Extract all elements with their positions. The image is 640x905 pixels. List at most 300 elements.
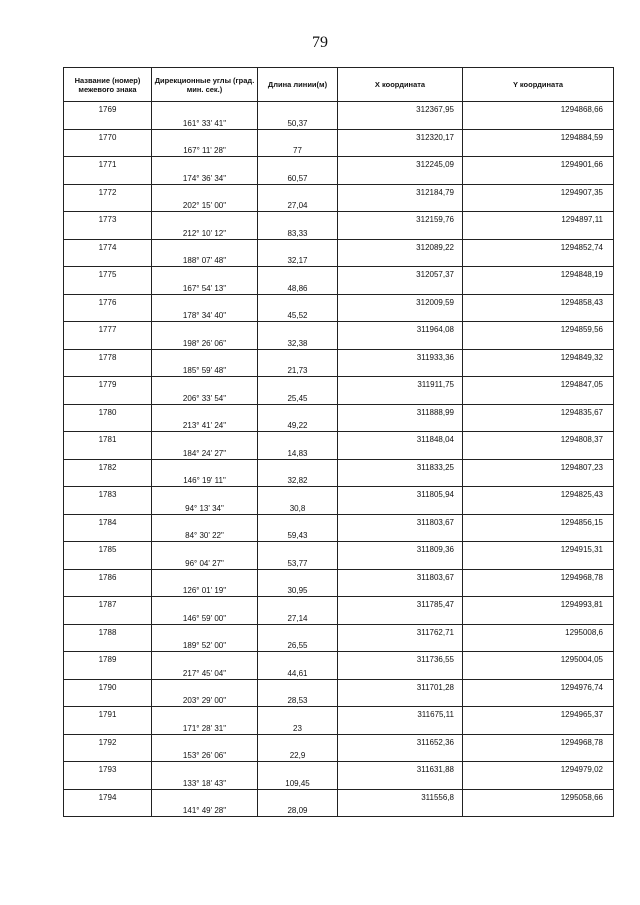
empty-cell bbox=[463, 610, 614, 624]
empty-cell bbox=[338, 693, 463, 707]
empty-cell bbox=[338, 363, 463, 377]
y-coordinate-cell: 1294965,37 bbox=[463, 707, 614, 721]
table-row bbox=[64, 253, 614, 267]
direction-angle-cell: 126° 01' 19" bbox=[152, 583, 258, 597]
y-coordinate-cell: 1294856,15 bbox=[463, 514, 614, 528]
empty-cell bbox=[152, 349, 258, 363]
empty-cell bbox=[152, 129, 258, 143]
x-coordinate-cell: 311848,04 bbox=[338, 432, 463, 446]
x-coordinate-cell: 311652,36 bbox=[338, 734, 463, 748]
table-row bbox=[64, 267, 614, 281]
empty-cell bbox=[152, 679, 258, 693]
table-row bbox=[64, 225, 614, 239]
table-row bbox=[64, 239, 614, 253]
empty-cell bbox=[152, 734, 258, 748]
y-coordinate-cell: 1295058,66 bbox=[463, 789, 614, 803]
empty-cell bbox=[152, 762, 258, 776]
y-coordinate-cell: 1294807,23 bbox=[463, 459, 614, 473]
empty-cell bbox=[338, 445, 463, 459]
empty-cell bbox=[338, 803, 463, 817]
direction-angle-cell: 94° 13' 34" bbox=[152, 500, 258, 514]
point-name-cell: 1789 bbox=[64, 652, 152, 666]
y-coordinate-cell: 1294852,74 bbox=[463, 239, 614, 253]
empty-cell bbox=[64, 748, 152, 762]
line-length-cell: 32,82 bbox=[258, 473, 338, 487]
empty-cell bbox=[64, 693, 152, 707]
empty-cell bbox=[258, 184, 338, 198]
table-row bbox=[64, 803, 614, 817]
table-row bbox=[64, 390, 614, 404]
x-coordinate-cell: 311556,8 bbox=[338, 789, 463, 803]
empty-cell bbox=[463, 555, 614, 569]
table-row bbox=[64, 624, 614, 638]
line-length-cell: 59,43 bbox=[258, 528, 338, 542]
x-coordinate-cell: 311736,55 bbox=[338, 652, 463, 666]
empty-cell bbox=[463, 225, 614, 239]
empty-cell bbox=[152, 267, 258, 281]
point-name-cell: 1785 bbox=[64, 542, 152, 556]
point-name-cell: 1784 bbox=[64, 514, 152, 528]
empty-cell bbox=[463, 363, 614, 377]
empty-cell bbox=[338, 555, 463, 569]
x-coordinate-cell: 311809,36 bbox=[338, 542, 463, 556]
empty-cell bbox=[258, 212, 338, 226]
point-name-cell: 1774 bbox=[64, 239, 152, 253]
empty-cell bbox=[463, 115, 614, 129]
table-row bbox=[64, 363, 614, 377]
empty-cell bbox=[338, 748, 463, 762]
empty-cell bbox=[338, 610, 463, 624]
x-coordinate-cell: 311933,36 bbox=[338, 349, 463, 363]
empty-cell bbox=[258, 404, 338, 418]
empty-cell bbox=[64, 528, 152, 542]
empty-cell bbox=[463, 390, 614, 404]
point-name-cell: 1777 bbox=[64, 322, 152, 336]
empty-cell bbox=[338, 225, 463, 239]
y-coordinate-cell: 1294859,56 bbox=[463, 322, 614, 336]
empty-cell bbox=[258, 487, 338, 501]
direction-angle-cell: 96° 04' 27" bbox=[152, 555, 258, 569]
empty-cell bbox=[64, 308, 152, 322]
boundary-coordinates-table bbox=[63, 67, 614, 817]
table-row bbox=[64, 404, 614, 418]
empty-cell bbox=[152, 597, 258, 611]
empty-cell bbox=[258, 789, 338, 803]
point-name-cell: 1771 bbox=[64, 157, 152, 171]
empty-cell bbox=[338, 280, 463, 294]
table-row bbox=[64, 734, 614, 748]
x-coordinate-cell: 312367,95 bbox=[338, 102, 463, 116]
table-row bbox=[64, 459, 614, 473]
empty-cell bbox=[64, 638, 152, 652]
x-coordinate-cell: 311888,99 bbox=[338, 404, 463, 418]
empty-cell bbox=[463, 418, 614, 432]
point-name-cell: 1773 bbox=[64, 212, 152, 226]
header-x-coordinate: X координата bbox=[338, 68, 463, 102]
table-row bbox=[64, 514, 614, 528]
y-coordinate-cell: 1294915,31 bbox=[463, 542, 614, 556]
empty-cell bbox=[152, 102, 258, 116]
empty-cell bbox=[64, 115, 152, 129]
y-coordinate-cell: 1294848,19 bbox=[463, 267, 614, 281]
x-coordinate-cell: 311701,28 bbox=[338, 679, 463, 693]
direction-angle-cell: 174° 36' 34" bbox=[152, 170, 258, 184]
empty-cell bbox=[463, 638, 614, 652]
header-point-name: Название (номер) межевого знака bbox=[64, 68, 152, 102]
line-length-cell: 50,37 bbox=[258, 115, 338, 129]
empty-cell bbox=[64, 445, 152, 459]
direction-angle-cell: 171° 28' 31" bbox=[152, 720, 258, 734]
empty-cell bbox=[338, 170, 463, 184]
empty-cell bbox=[258, 239, 338, 253]
line-length-cell: 27,04 bbox=[258, 198, 338, 212]
table-row bbox=[64, 569, 614, 583]
x-coordinate-cell: 312057,37 bbox=[338, 267, 463, 281]
table-row bbox=[64, 597, 614, 611]
point-name-cell: 1781 bbox=[64, 432, 152, 446]
y-coordinate-cell: 1294847,05 bbox=[463, 377, 614, 391]
line-length-cell: 28,09 bbox=[258, 803, 338, 817]
x-coordinate-cell: 312089,22 bbox=[338, 239, 463, 253]
empty-cell bbox=[258, 377, 338, 391]
empty-cell bbox=[258, 514, 338, 528]
x-coordinate-cell: 311785,47 bbox=[338, 597, 463, 611]
table-row bbox=[64, 377, 614, 391]
y-coordinate-cell: 1294897,11 bbox=[463, 212, 614, 226]
empty-cell bbox=[258, 432, 338, 446]
point-name-cell: 1791 bbox=[64, 707, 152, 721]
empty-cell bbox=[152, 542, 258, 556]
table-row bbox=[64, 129, 614, 143]
line-length-cell: 32,38 bbox=[258, 335, 338, 349]
empty-cell bbox=[64, 500, 152, 514]
empty-cell bbox=[338, 253, 463, 267]
table-row bbox=[64, 157, 614, 171]
empty-cell bbox=[258, 679, 338, 693]
empty-cell bbox=[258, 267, 338, 281]
direction-angle-cell: 188° 07' 48" bbox=[152, 253, 258, 267]
table-row bbox=[64, 170, 614, 184]
x-coordinate-cell: 311833,25 bbox=[338, 459, 463, 473]
empty-cell bbox=[338, 143, 463, 157]
empty-cell bbox=[64, 280, 152, 294]
empty-cell bbox=[338, 638, 463, 652]
empty-cell bbox=[463, 198, 614, 212]
table-row bbox=[64, 789, 614, 803]
point-name-cell: 1776 bbox=[64, 294, 152, 308]
empty-cell bbox=[152, 294, 258, 308]
point-name-cell: 1793 bbox=[64, 762, 152, 776]
empty-cell bbox=[463, 803, 614, 817]
point-name-cell: 1782 bbox=[64, 459, 152, 473]
table-row bbox=[64, 748, 614, 762]
direction-angle-cell: 167° 54' 13" bbox=[152, 280, 258, 294]
empty-cell bbox=[463, 500, 614, 514]
line-length-cell: 23 bbox=[258, 720, 338, 734]
table-row bbox=[64, 720, 614, 734]
empty-cell bbox=[64, 143, 152, 157]
line-length-cell: 14,83 bbox=[258, 445, 338, 459]
empty-cell bbox=[463, 528, 614, 542]
table-row bbox=[64, 679, 614, 693]
empty-cell bbox=[463, 335, 614, 349]
line-length-cell: 109,45 bbox=[258, 775, 338, 789]
x-coordinate-cell: 312009,59 bbox=[338, 294, 463, 308]
line-length-cell: 28,53 bbox=[258, 693, 338, 707]
x-coordinate-cell: 311675,11 bbox=[338, 707, 463, 721]
empty-cell bbox=[338, 335, 463, 349]
line-length-cell: 49,22 bbox=[258, 418, 338, 432]
x-coordinate-cell: 312159,76 bbox=[338, 212, 463, 226]
direction-angle-cell: 198° 26' 06" bbox=[152, 335, 258, 349]
table-row bbox=[64, 555, 614, 569]
empty-cell bbox=[64, 665, 152, 679]
empty-cell bbox=[152, 707, 258, 721]
empty-cell bbox=[338, 775, 463, 789]
x-coordinate-cell: 311805,94 bbox=[338, 487, 463, 501]
empty-cell bbox=[463, 280, 614, 294]
empty-cell bbox=[152, 569, 258, 583]
table-row bbox=[64, 652, 614, 666]
point-name-cell: 1788 bbox=[64, 624, 152, 638]
direction-angle-cell: 161° 33' 41" bbox=[152, 115, 258, 129]
table-row bbox=[64, 528, 614, 542]
empty-cell bbox=[338, 528, 463, 542]
empty-cell bbox=[258, 459, 338, 473]
table-row bbox=[64, 308, 614, 322]
empty-cell bbox=[338, 583, 463, 597]
empty-cell bbox=[152, 157, 258, 171]
table-row bbox=[64, 473, 614, 487]
table-row bbox=[64, 775, 614, 789]
empty-cell bbox=[64, 418, 152, 432]
empty-cell bbox=[338, 390, 463, 404]
table-row bbox=[64, 349, 614, 363]
line-length-cell: 77 bbox=[258, 143, 338, 157]
page-number: 79 bbox=[312, 34, 328, 51]
direction-angle-cell: 212° 10' 12" bbox=[152, 225, 258, 239]
x-coordinate-cell: 311762,71 bbox=[338, 624, 463, 638]
table-header-row bbox=[64, 68, 614, 102]
empty-cell bbox=[338, 198, 463, 212]
point-name-cell: 1786 bbox=[64, 569, 152, 583]
x-coordinate-cell: 312184,79 bbox=[338, 184, 463, 198]
y-coordinate-cell: 1294901,66 bbox=[463, 157, 614, 171]
empty-cell bbox=[258, 734, 338, 748]
empty-cell bbox=[463, 473, 614, 487]
empty-cell bbox=[463, 308, 614, 322]
y-coordinate-cell: 1294884,59 bbox=[463, 129, 614, 143]
direction-angle-cell: 133° 18' 43" bbox=[152, 775, 258, 789]
empty-cell bbox=[64, 610, 152, 624]
direction-angle-cell: 217° 45' 04" bbox=[152, 665, 258, 679]
empty-cell bbox=[64, 198, 152, 212]
empty-cell bbox=[152, 212, 258, 226]
table-row bbox=[64, 542, 614, 556]
table-row bbox=[64, 665, 614, 679]
point-name-cell: 1780 bbox=[64, 404, 152, 418]
header-line-length: Длина линии(м) bbox=[258, 68, 338, 102]
table-row bbox=[64, 280, 614, 294]
empty-cell bbox=[258, 157, 338, 171]
empty-cell bbox=[64, 720, 152, 734]
line-length-cell: 32,17 bbox=[258, 253, 338, 267]
empty-cell bbox=[338, 418, 463, 432]
empty-cell bbox=[338, 473, 463, 487]
empty-cell bbox=[463, 170, 614, 184]
empty-cell bbox=[152, 624, 258, 638]
point-name-cell: 1792 bbox=[64, 734, 152, 748]
x-coordinate-cell: 311631,88 bbox=[338, 762, 463, 776]
table-body bbox=[64, 102, 614, 817]
table-row bbox=[64, 432, 614, 446]
direction-angle-cell: 203° 29' 00" bbox=[152, 693, 258, 707]
line-length-cell: 83,33 bbox=[258, 225, 338, 239]
header-direction-angle: Дирекционные углы (град. мин. сек.) bbox=[152, 68, 258, 102]
point-name-cell: 1772 bbox=[64, 184, 152, 198]
empty-cell bbox=[152, 652, 258, 666]
empty-cell bbox=[463, 583, 614, 597]
empty-cell bbox=[338, 720, 463, 734]
table-row bbox=[64, 638, 614, 652]
empty-cell bbox=[338, 500, 463, 514]
empty-cell bbox=[152, 432, 258, 446]
empty-cell bbox=[152, 184, 258, 198]
direction-angle-cell: 141° 49' 28" bbox=[152, 803, 258, 817]
line-length-cell: 21,73 bbox=[258, 363, 338, 377]
y-coordinate-cell: 1295004,05 bbox=[463, 652, 614, 666]
empty-cell bbox=[258, 102, 338, 116]
point-name-cell: 1783 bbox=[64, 487, 152, 501]
empty-cell bbox=[258, 652, 338, 666]
empty-cell bbox=[463, 665, 614, 679]
empty-cell bbox=[64, 583, 152, 597]
header-y-coordinate: Y координата bbox=[463, 68, 614, 102]
direction-angle-cell: 167° 11' 28" bbox=[152, 143, 258, 157]
y-coordinate-cell: 1294968,78 bbox=[463, 569, 614, 583]
point-name-cell: 1769 bbox=[64, 102, 152, 116]
table-row bbox=[64, 184, 614, 198]
x-coordinate-cell: 311803,67 bbox=[338, 514, 463, 528]
y-coordinate-cell: 1294849,32 bbox=[463, 349, 614, 363]
empty-cell bbox=[152, 322, 258, 336]
empty-cell bbox=[152, 459, 258, 473]
line-length-cell: 53,77 bbox=[258, 555, 338, 569]
line-length-cell: 30,95 bbox=[258, 583, 338, 597]
y-coordinate-cell: 1294968,78 bbox=[463, 734, 614, 748]
empty-cell bbox=[152, 514, 258, 528]
table-row bbox=[64, 143, 614, 157]
empty-cell bbox=[64, 335, 152, 349]
line-length-cell: 25,45 bbox=[258, 390, 338, 404]
empty-cell bbox=[64, 390, 152, 404]
y-coordinate-cell: 1294835,67 bbox=[463, 404, 614, 418]
point-name-cell: 1779 bbox=[64, 377, 152, 391]
direction-angle-cell: 178° 34' 40" bbox=[152, 308, 258, 322]
line-length-cell: 60,57 bbox=[258, 170, 338, 184]
line-length-cell: 27,14 bbox=[258, 610, 338, 624]
empty-cell bbox=[152, 239, 258, 253]
point-name-cell: 1790 bbox=[64, 679, 152, 693]
table-row bbox=[64, 198, 614, 212]
empty-cell bbox=[463, 748, 614, 762]
y-coordinate-cell: 1294907,35 bbox=[463, 184, 614, 198]
table-row bbox=[64, 610, 614, 624]
y-coordinate-cell: 1294979,02 bbox=[463, 762, 614, 776]
empty-cell bbox=[64, 253, 152, 267]
table-row bbox=[64, 707, 614, 721]
line-length-cell: 44,61 bbox=[258, 665, 338, 679]
empty-cell bbox=[152, 789, 258, 803]
empty-cell bbox=[258, 762, 338, 776]
direction-angle-cell: 146° 19' 11" bbox=[152, 473, 258, 487]
empty-cell bbox=[338, 665, 463, 679]
empty-cell bbox=[64, 170, 152, 184]
line-length-cell: 48,86 bbox=[258, 280, 338, 294]
empty-cell bbox=[463, 143, 614, 157]
table-row bbox=[64, 418, 614, 432]
y-coordinate-cell: 1295008,6 bbox=[463, 624, 614, 638]
point-name-cell: 1787 bbox=[64, 597, 152, 611]
x-coordinate-cell: 312245,09 bbox=[338, 157, 463, 171]
table-row bbox=[64, 487, 614, 501]
table-row bbox=[64, 294, 614, 308]
empty-cell bbox=[64, 473, 152, 487]
point-name-cell: 1775 bbox=[64, 267, 152, 281]
table-row bbox=[64, 445, 614, 459]
line-length-cell: 26,55 bbox=[258, 638, 338, 652]
empty-cell bbox=[463, 720, 614, 734]
point-name-cell: 1794 bbox=[64, 789, 152, 803]
direction-angle-cell: 206° 33' 54" bbox=[152, 390, 258, 404]
point-name-cell: 1778 bbox=[64, 349, 152, 363]
empty-cell bbox=[152, 404, 258, 418]
y-coordinate-cell: 1294808,37 bbox=[463, 432, 614, 446]
line-length-cell: 45,52 bbox=[258, 308, 338, 322]
empty-cell bbox=[152, 377, 258, 391]
empty-cell bbox=[64, 555, 152, 569]
direction-angle-cell: 146° 59' 00" bbox=[152, 610, 258, 624]
empty-cell bbox=[463, 445, 614, 459]
empty-cell bbox=[64, 363, 152, 377]
direction-angle-cell: 189° 52' 00" bbox=[152, 638, 258, 652]
table-row bbox=[64, 212, 614, 226]
y-coordinate-cell: 1294858,43 bbox=[463, 294, 614, 308]
empty-cell bbox=[64, 225, 152, 239]
table-row bbox=[64, 115, 614, 129]
x-coordinate-cell: 312320,17 bbox=[338, 129, 463, 143]
empty-cell bbox=[258, 597, 338, 611]
empty-cell bbox=[258, 569, 338, 583]
table-row bbox=[64, 102, 614, 116]
empty-cell bbox=[258, 322, 338, 336]
empty-cell bbox=[338, 115, 463, 129]
empty-cell bbox=[463, 253, 614, 267]
direction-angle-cell: 84° 30' 22" bbox=[152, 528, 258, 542]
empty-cell bbox=[463, 775, 614, 789]
table-row bbox=[64, 335, 614, 349]
empty-cell bbox=[258, 129, 338, 143]
empty-cell bbox=[258, 349, 338, 363]
y-coordinate-cell: 1294868,66 bbox=[463, 102, 614, 116]
direction-angle-cell: 153° 26' 06" bbox=[152, 748, 258, 762]
direction-angle-cell: 185° 59' 48" bbox=[152, 363, 258, 377]
x-coordinate-cell: 311964,08 bbox=[338, 322, 463, 336]
table-row bbox=[64, 322, 614, 336]
empty-cell bbox=[258, 542, 338, 556]
empty-cell bbox=[152, 487, 258, 501]
line-length-cell: 30,8 bbox=[258, 500, 338, 514]
